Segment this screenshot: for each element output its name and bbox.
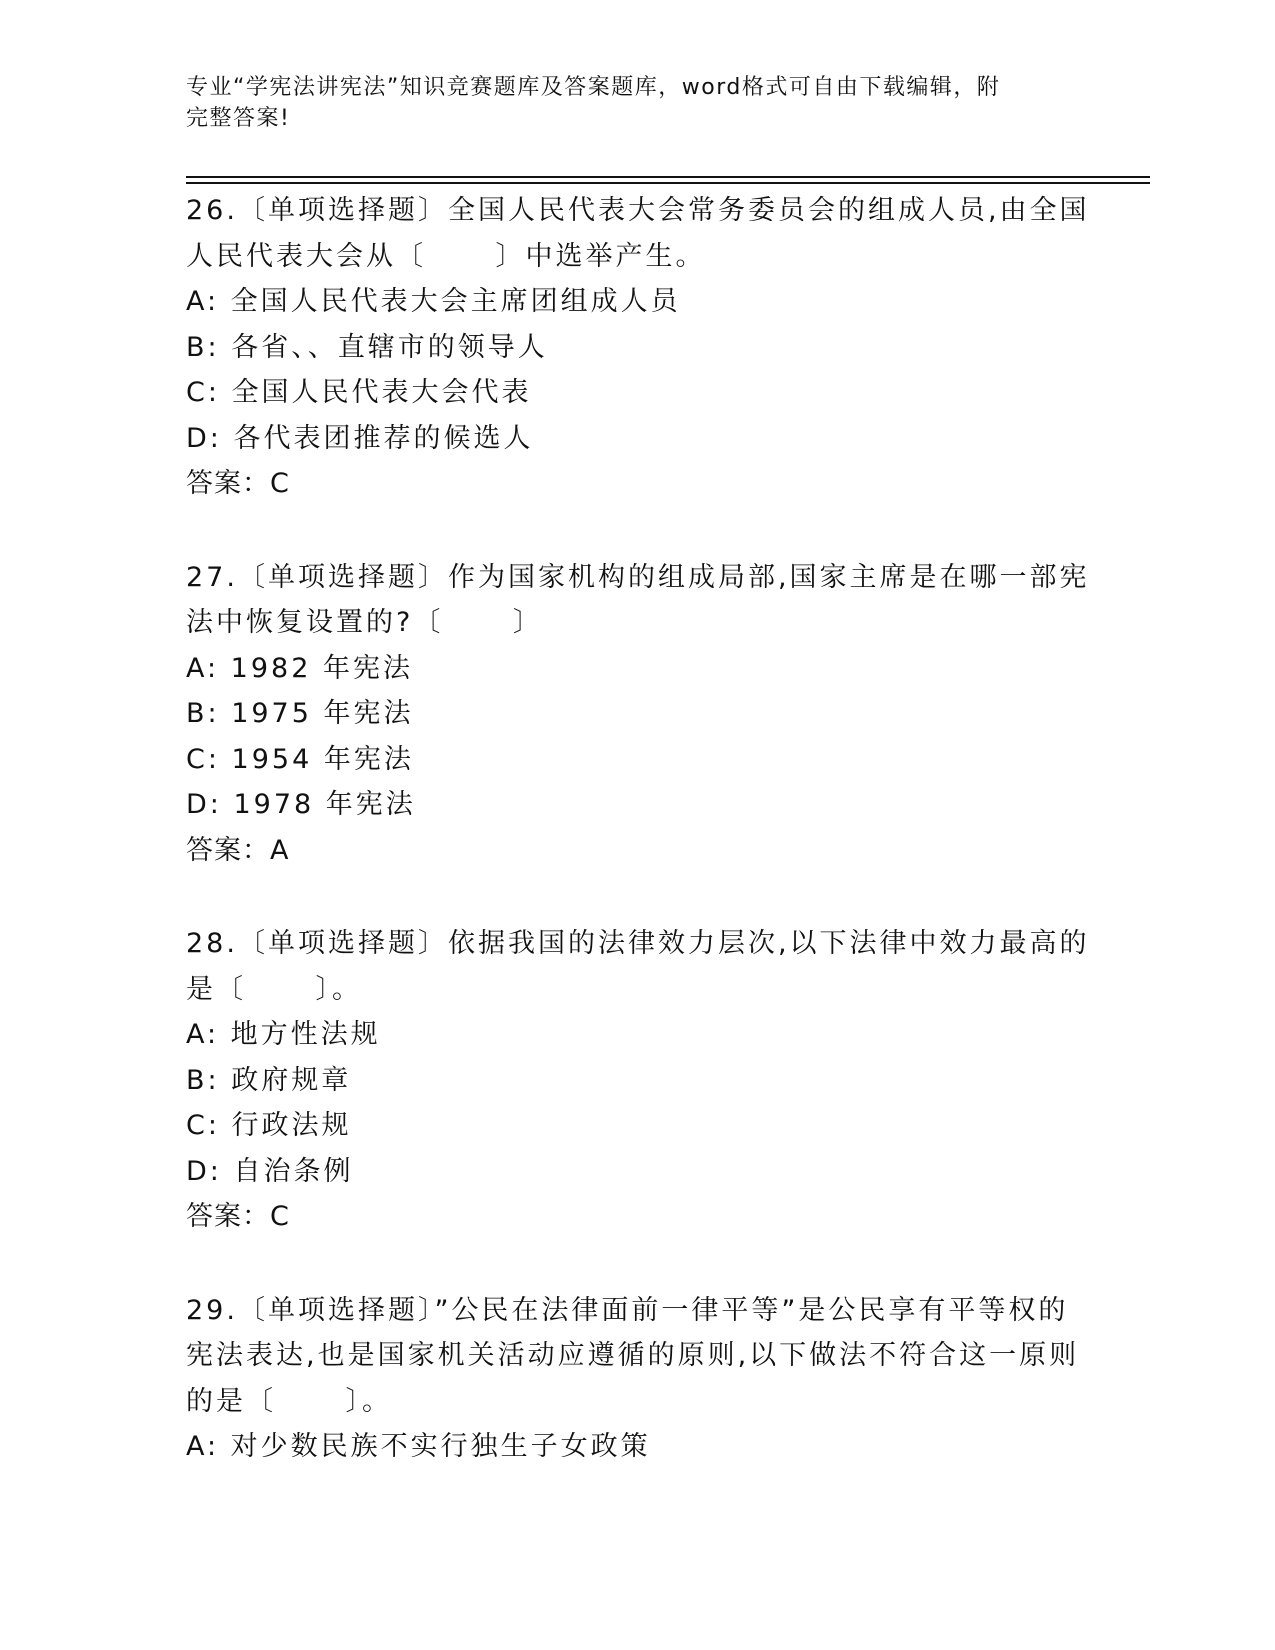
question-stem-line: 29.〔单项选择题〕”公民在法律面前一律平等”是公民享有平等权的 bbox=[186, 1294, 1069, 1326]
option-b: B: 1975 年宪法 bbox=[186, 698, 414, 729]
question-stem-line: 的是〔 〕。 bbox=[186, 1385, 392, 1417]
option-a: A: 全国人民代表大会主席团组成人员 bbox=[186, 286, 681, 317]
header-line-1: 专业“学宪法讲宪法”知识竞赛题库及答案题库，word格式可自由下载编辑，附 bbox=[186, 75, 1001, 100]
question-stem-line: 28.〔单项选择题〕依据我国的法律效力层次,以下法律中效力最高的 bbox=[186, 928, 1090, 959]
option-d: D: 1978 年宪法 bbox=[186, 789, 416, 820]
question-stem-line: 27.〔单项选择题〕作为国家机构的组成局部,国家主席是在哪一部宪 bbox=[186, 561, 1090, 593]
option-a: A: 地方性法规 bbox=[186, 1019, 381, 1050]
question-stem-line: 法中恢复设置的?〔 〕 bbox=[186, 607, 543, 638]
question-26 bbox=[186, 188, 1116, 507]
question-29 bbox=[186, 1288, 1116, 1470]
answer-line: 答案：C bbox=[186, 1201, 290, 1232]
header-line-2: 完整答案! bbox=[186, 106, 291, 131]
option-d: D: 自治条例 bbox=[186, 1155, 354, 1187]
question-list bbox=[186, 188, 1116, 1518]
header-divider-bottom bbox=[186, 182, 1150, 184]
option-c: C: 全国人民代表大会代表 bbox=[186, 377, 532, 408]
document-header bbox=[186, 72, 1086, 134]
question-28 bbox=[186, 921, 1116, 1240]
question-stem-line: 宪法表达,也是国家机关活动应遵循的原则,以下做法不符合这一原则 bbox=[186, 1340, 1080, 1371]
option-c: C: 1954 年宪法 bbox=[186, 743, 414, 775]
question-stem-line: 是〔 〕。 bbox=[186, 973, 362, 1005]
option-b: B: 政府规章 bbox=[186, 1064, 352, 1096]
option-d: D: 各代表团推荐的候选人 bbox=[186, 422, 534, 454]
question-stem-line: 26.〔单项选择题〕全国人民代表大会常务委员会的组成人员,由全国 bbox=[186, 195, 1090, 226]
option-a: A: 对少数民族不实行独生子女政策 bbox=[186, 1431, 651, 1462]
answer-line: 答案：A bbox=[186, 834, 290, 866]
option-c: C: 行政法规 bbox=[186, 1110, 352, 1141]
answer-line: 答案：C bbox=[186, 468, 290, 499]
option-a: A: 1982 年宪法 bbox=[186, 652, 413, 684]
question-27 bbox=[186, 555, 1116, 874]
option-b: B: 各省、、直辖市的领导人 bbox=[186, 331, 548, 363]
question-stem-line: 人民代表大会从〔 〕中选举产生。 bbox=[186, 240, 706, 272]
header-divider-top bbox=[186, 176, 1150, 178]
